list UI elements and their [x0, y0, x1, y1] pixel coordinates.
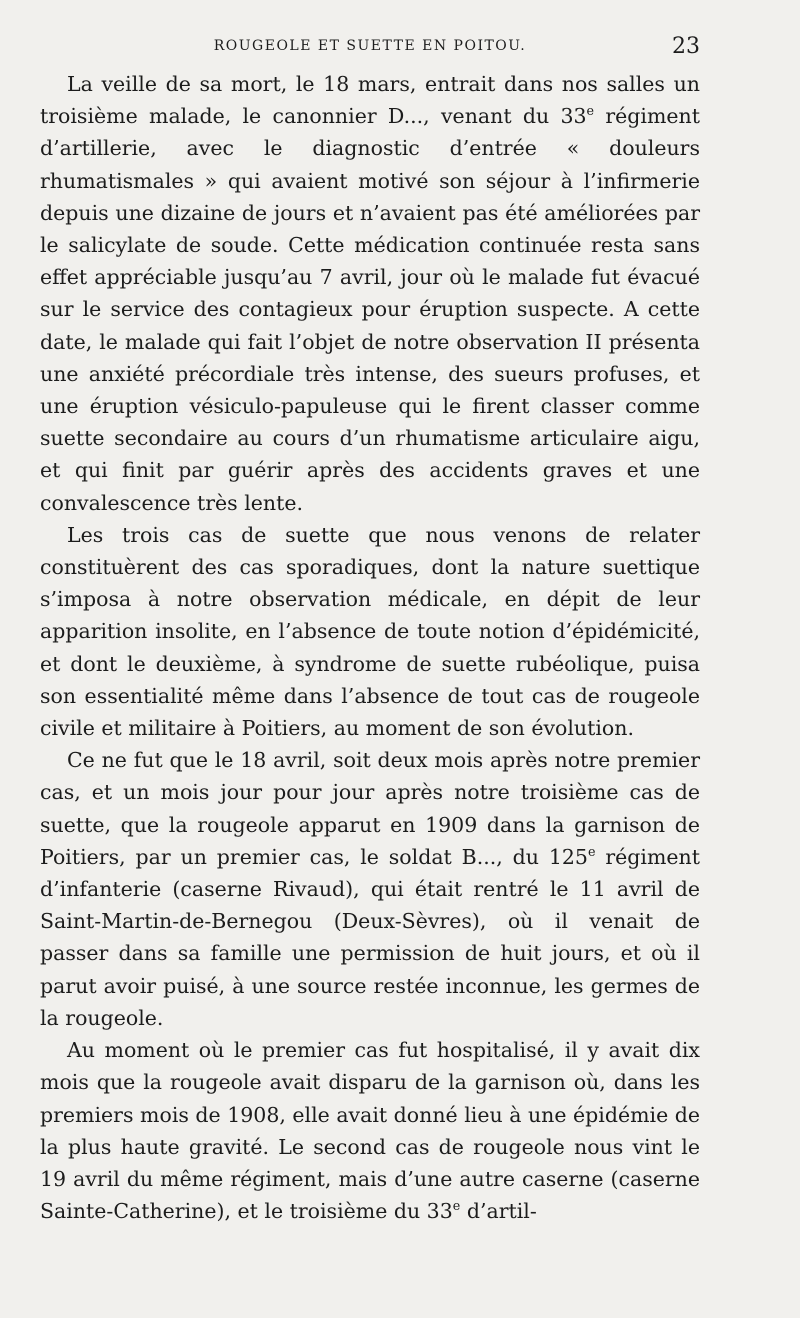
running-title: ROUGEOLE ET SUETTE EN POITOU. [213, 38, 527, 54]
paragraph-4: Au moment où le premier cas fut hospitalisé, il y avait dix mois que la rougeole avait disparu de la garnison où, dans les premiers mois de 1908, elle avait donné lieu à une épidémie de la plus haute gravité. Le second cas de rougeole nous vint le 19 avril du même régiment, mais d’une autre caserne (caserne Sainte-Catherine), et le troisième du 33e d’artil- [40, 1038, 700, 1224]
paragraph-3: Ce ne fut que le 18 avril, soit deux mois après notre premier cas, et un mois jour pour jour après notre troisième cas de suette, que la rougeole apparut en 1909 dans la garnison de Poitiers, par un premier cas, le soldat B..., du 125e régiment d’infanterie (caserne Rivaud), qui était rentré le 11 avril de Saint-Martin-de-Bernegou (Deux-Sèvres), où il venait de passer dans sa famille une permission de huit jours, et où il parut avoir puisé, à une source restée inconnue, les germes de la rougeole. [40, 748, 700, 1030]
paragraph-2: Les trois cas de suette que nous venons de relater constituèrent des cas sporadiques, dont la nature suettique s’imposa à notre observation médicale, en dépit de leur apparition insolite, en l’absence de toute notion d’épidémicité, et dont le deuxième, à syndrome de suette rubéolique, puisa son essentialité même dans l’absence de tout cas de rougeole civile et militaire à Poitiers, au moment de son évolution. [40, 522, 700, 741]
paragraph-1: La veille de sa mort, le 18 mars, entrait dans nos salles un troisième malade, le canonnier D..., venant du 33e régiment d’artillerie, avec le diagnostic d’entrée « douleurs rhumatismales » qui avaient motivé son séjour à l’infirmerie depuis une dizaine de jours et n’avaient pas été améliorées par le salicylate de soude. Cette médication continuée resta sans effet appréciable jusqu’au 7 avril, jour où le malade fut évacué sur le service des contagieux pour éruption suspecte. A cette date, le malade qui fait l’objet de notre observation II présenta une anxiété précordiale très intense, des sueurs profuses, et une éruption vésiculo-papuleuse qui le firent classer comme suette secondaire au cours d’un rhumatisme articulaire aigu, et qui finit par guérir après des accidents graves et une convalescence très lente. [40, 72, 700, 515]
page-number: 23 [672, 34, 700, 59]
body-text [40, 68, 700, 1227]
page-header [40, 34, 700, 62]
